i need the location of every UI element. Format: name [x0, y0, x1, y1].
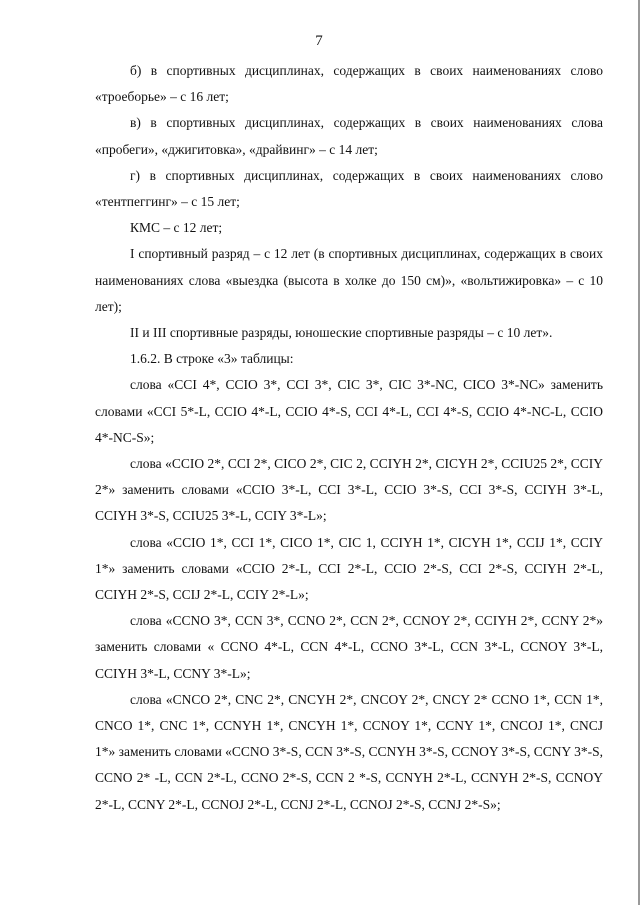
- page-number: 7: [315, 33, 323, 49]
- paragraph-replace-ccno3: слова «CCNO 3*, CCN 3*, CCNO 2*, CCN 2*, CCNOY 2*, CCIYH 2*, CCNY 2*» заменить словами « CCNO 4*-L, CCN 4*-L, CCNO 3*-L, CCN 3*-L, CCNOY 3*-L, CCIYH 3*-L, CCNY 3*-L»;: [95, 613, 603, 681]
- paragraph-age-tentpegging: г) в спортивных дисциплинах, содержащих в своих наименованиях слово «тентпеггинг» – с 15 лет;: [95, 167, 603, 210]
- paragraph-age-runs-jigitovka-driving: в) в спортивных дисциплинах, содержащих в своих наименованиях слова «пробеги», «джигитовка», «драйвинг» – с 14 лет;: [95, 115, 603, 157]
- paragraph-replace-ccio1: слова «CCIO 1*, CCI 1*, CICO 1*, CIC 1, CCIYH 1*, CICYH 1*, CCIJ 1*, CCIY 1*» заменить словами «CCIO 2*-L, CCI 2*-L, CCIO 2*-S, CCI 2*-S, CCIYH 2*-L, CCIYH 2*-S, CCIJ 2*-L, CCIY 2*-L»;: [95, 534, 603, 603]
- paragraph-second-third-categories-age: II и III спортивные разряды, юношеские спортивные разряды – с 10 лет».: [130, 325, 553, 341]
- paragraph-replace-cnco2: слова «CNCO 2*, CNC 2*, CNCYH 2*, CNCOY 2*, CNCY 2* CCNO 1*, CCN 1*, CNCO 1*, CNC 1*, CCNYH 1*, CNCYH 1*, CCNOY 1*, CCNY 1*, CNCOJ 1*, CNCJ 1*» заменить словами «CCNO 3*-S, CCN 3*-S, CCNYH 3*-S, CCNOY 3*-S, CCNY 3*-S, CCNO 2* -L, CCN 2*-L, CCNO 2*-S, CCN 2 *-S, CCNYH 2*-L, CCNYH 2*-S, CCNOY 2*-L, CCNY 2*-L, CCNOJ 2*-L, CCNJ 2*-L, CCNOJ 2*-S, CCNJ 2*-S»;: [95, 691, 603, 812]
- paragraph-first-category-age: I спортивный разряд – с 12 лет (в спортивных дисциплинах, содержащих в своих наименованиях слова «выездка (высота в холке до 150 см)», «вольтижировка» – с 10 лет);: [95, 246, 603, 314]
- document-body: [95, 58, 603, 818]
- paragraph-section-1-6-2: 1.6.2. В строке «3» таблицы:: [130, 351, 294, 367]
- paragraph-kms-age: КМС – с 12 лет;: [130, 220, 223, 236]
- paragraph-age-triathlon: б) в спортивных дисциплинах, содержащих в своих наименованиях слово «троеборье» – с 16 лет;: [95, 63, 603, 105]
- paragraph-replace-ccio2: слова «CCIO 2*, CCI 2*, CICO 2*, CIC 2, CCIYH 2*, CICYH 2*, CCIU25 2*, CCIY 2*» заменить словами «CCIO 3*-L, CCI 3*-L, CCIO 3*-S, CCI 3*-S, CCIYH 3*-L, CCIYH 3*-S, CCIU25 3*-L, CCIY 3*-L»;: [95, 456, 603, 524]
- paragraph-replace-cci4: слова «CCI 4*, CCIO 3*, CCI 3*, CIC 3*, CIC 3*-NC, CICO 3*-NC» заменить словами «CCI 5*-L, CCIO 4*-L, CCIO 4*-S, CCI 4*-L, CCI 4*-S, CCIO 4*-NC-L, CCIO 4*-NC-S»;: [95, 377, 603, 445]
